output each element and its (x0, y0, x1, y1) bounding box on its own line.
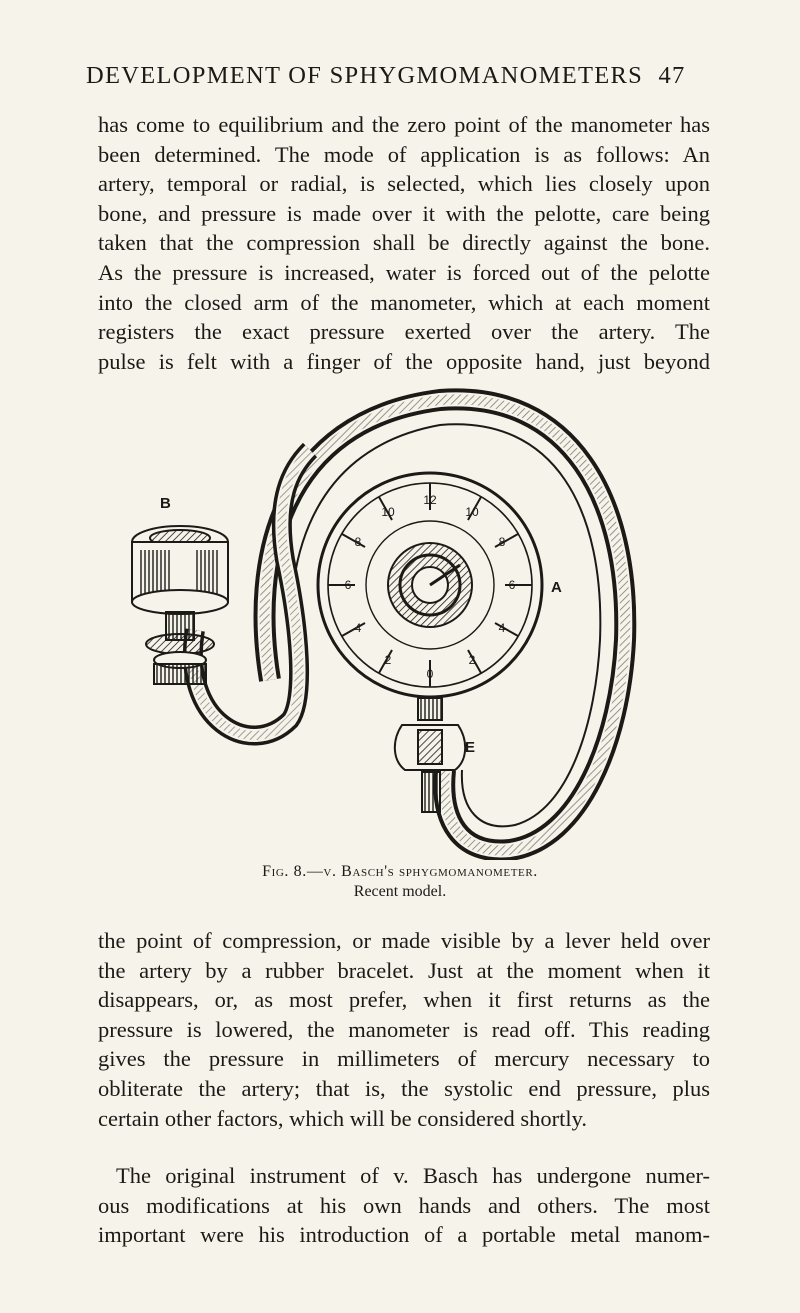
text-line: gives the pressure in millimeters of mercury necessary to (98, 1046, 710, 1072)
text-line: taken that the compression shall be directly against the bone. (98, 230, 710, 256)
label-b: B (160, 495, 171, 512)
paragraph-2 (98, 926, 710, 1133)
dial-number: 2 (468, 653, 476, 667)
dial-number: 8 (498, 535, 506, 549)
figure-caption (0, 862, 800, 902)
caption-subtitle: Recent model. (353, 883, 447, 900)
dial-number: 4 (498, 621, 506, 635)
text-line: into the closed arm of the manometer, which at each moment (98, 289, 710, 315)
text-line: ous modifications at his own hands and others. The most (98, 1192, 710, 1218)
manometer-dial (318, 473, 542, 697)
text-line: The original instrument of v. Basch has undergone numer- (116, 1163, 710, 1188)
paragraph-1 (98, 110, 710, 376)
dial-number: 6 (344, 578, 352, 592)
text-line: bone, and pressure is made over it with the pelotte, care being (98, 200, 710, 226)
dial-number: 6 (508, 578, 516, 592)
text-line: been determined. The mode of application is as follows: An (98, 141, 710, 167)
text-line: certain other factors, which will be considered shortly. (98, 1105, 588, 1131)
dial-number: 4 (354, 621, 362, 635)
paragraph-3 (98, 1161, 710, 1250)
dial-number: 8 (354, 535, 362, 549)
text-line: the point of compression, or made visible by a lever held over (98, 928, 710, 953)
text-line: has come to equilibrium and the zero point of the manometer has (98, 112, 710, 137)
text-line: disappears, or, as most prefer, when it first returns as the (98, 987, 710, 1013)
caption-title: Fig. 8.—v. Basch's sphygmomanometer. (262, 863, 538, 880)
sphygmomanometer-illustration (100, 380, 700, 860)
running-title: DEVELOPMENT OF SPHYGMOMANOMETERS (86, 62, 644, 89)
dial-number: 12 (423, 493, 437, 507)
text-line: obliterate the artery; that is, the systolic end pressure, plus (98, 1075, 710, 1101)
pelotte (132, 526, 228, 684)
dial-number: 0 (426, 667, 434, 681)
dial-number: 2 (384, 653, 392, 667)
label-e: E (465, 739, 476, 756)
text-line: the artery by a rubber bracelet. Just at the moment when it (98, 957, 710, 983)
text-line: registers the exact pressure exerted over the artery. The (98, 319, 710, 345)
text-line: artery, temporal or radial, is selected, which lies closely upon (98, 171, 710, 197)
page-number: 47 (658, 62, 686, 89)
text-line: pressure is lowered, the manometer is read off. This reading (98, 1016, 710, 1042)
dial-number: 10 (381, 505, 395, 519)
text-line: important were his introduction of a portable metal manom- (98, 1222, 710, 1248)
label-a: A (551, 579, 562, 596)
dial-number: 10 (465, 505, 479, 519)
running-header (86, 62, 726, 90)
text-line: pulse is felt with a finger of the opposite hand, just beyond (98, 348, 710, 374)
text-line: As the pressure is increased, water is forced out of the pelotte (98, 259, 710, 285)
